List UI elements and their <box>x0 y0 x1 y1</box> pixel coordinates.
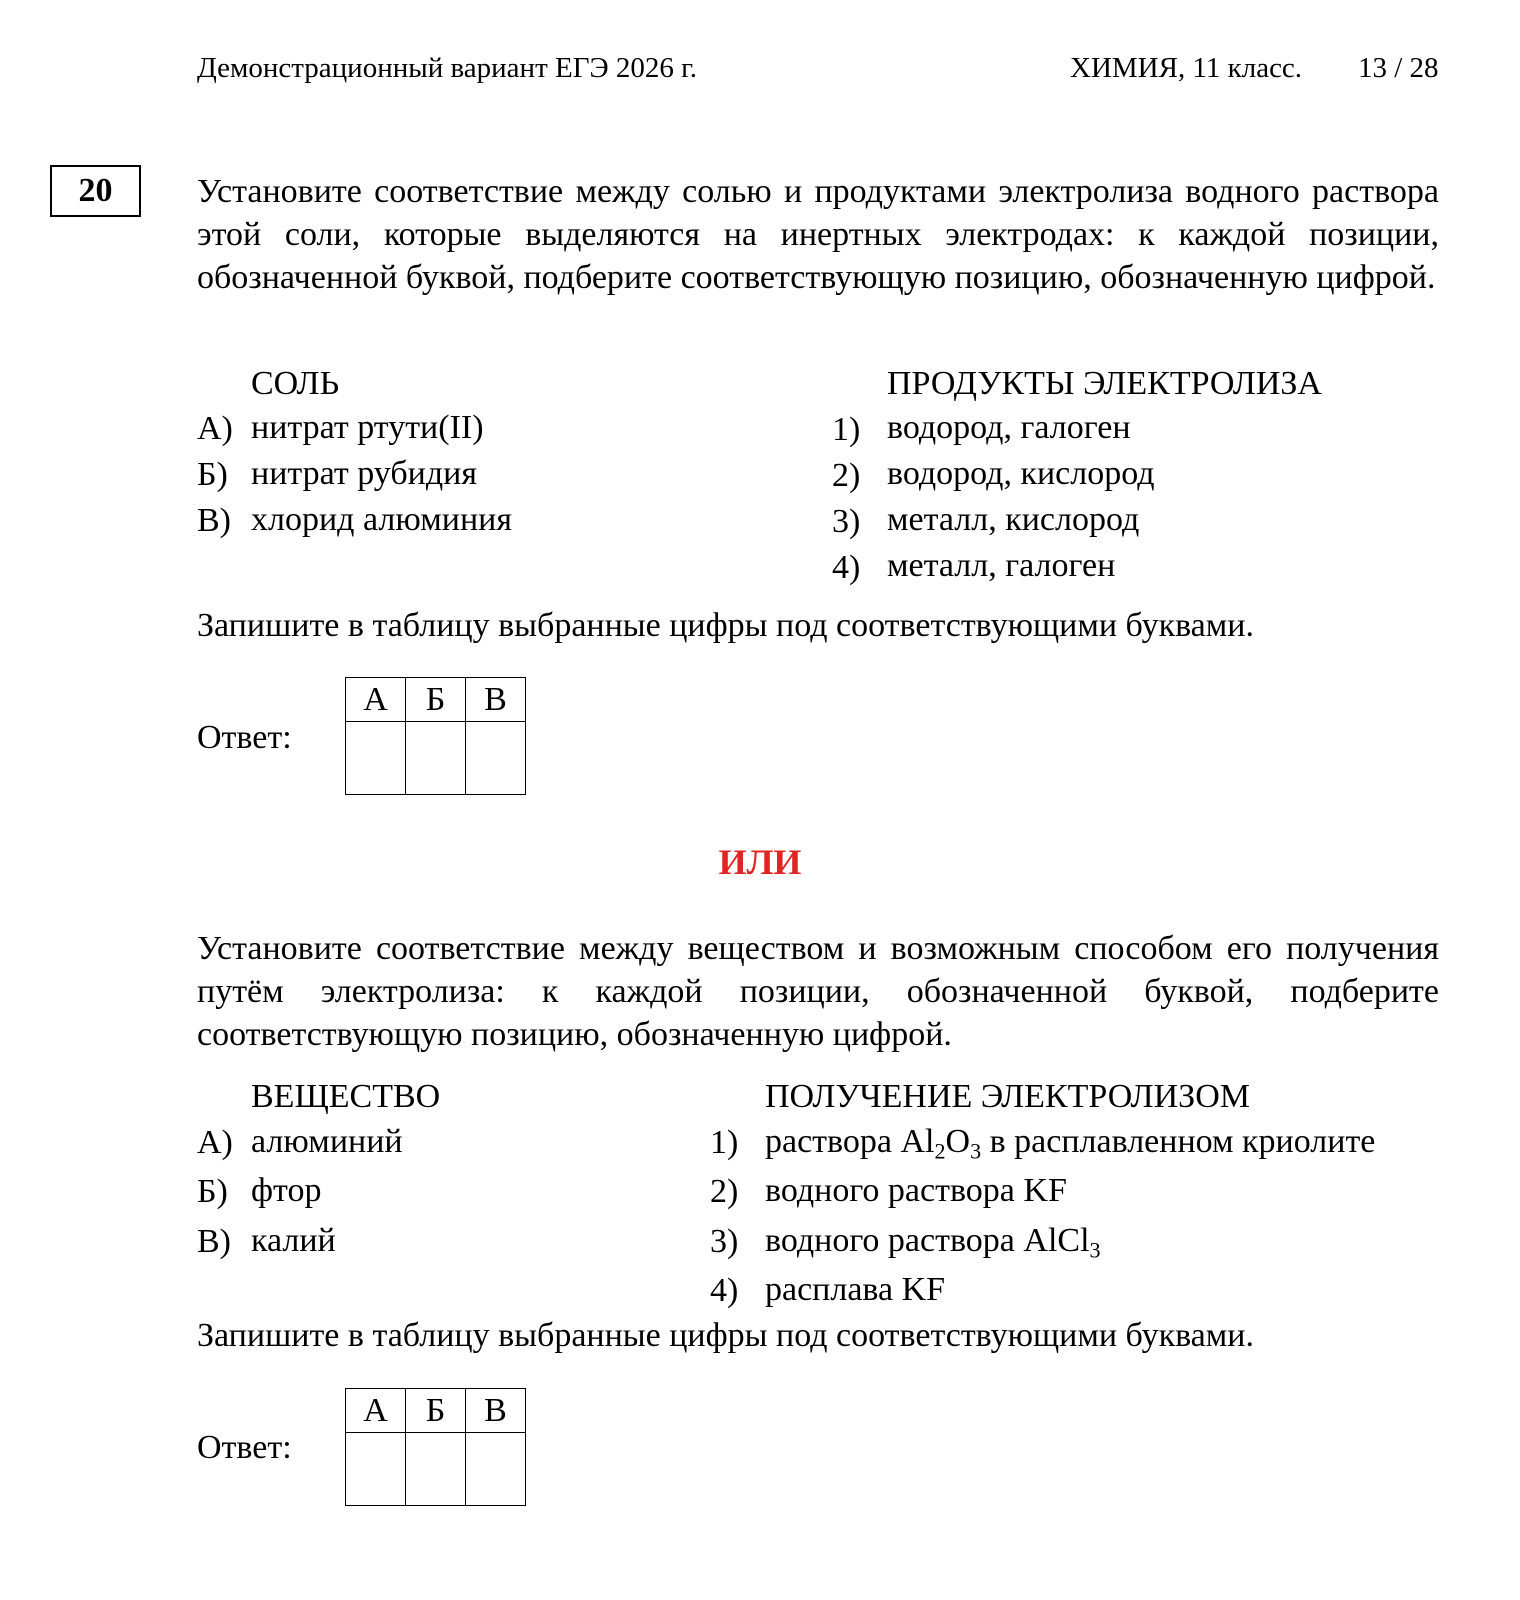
right-item-text <box>765 1270 945 1310</box>
right-item-label: 3) <box>832 503 861 540</box>
answer-table-2 <box>345 1388 526 1506</box>
formula-text: O <box>945 1123 971 1160</box>
answer-cell-b[interactable] <box>406 722 466 795</box>
left-item-label: А) <box>197 1124 233 1161</box>
right-item-label: 1) <box>832 411 861 448</box>
answer-column-header: Б <box>406 1389 466 1433</box>
right-item-text <box>765 1221 1101 1261</box>
left-item-text: нитрат рубидия <box>251 455 477 492</box>
header-exam-title: Демонстрационный вариант ЕГЭ 2026 г. <box>197 52 697 84</box>
right-item-text <box>765 1171 1067 1211</box>
right-column-header-1: ПРОДУКТЫ ЭЛЕКТРОЛИЗА <box>887 365 1322 402</box>
right-item-label: 2) <box>832 457 861 494</box>
formula-text: водного раствора KF <box>765 1172 1067 1209</box>
left-item-text: фтор <box>251 1172 322 1209</box>
answer-label-2: Ответ: <box>197 1429 292 1466</box>
header-page-number: 13 / 28 <box>1358 52 1439 84</box>
left-item-label: В) <box>197 1223 231 1260</box>
answer-cell-b[interactable] <box>406 1433 466 1506</box>
formula-subscript: 3 <box>1089 1237 1101 1263</box>
formula-text: в расплавленном криолите <box>981 1123 1376 1160</box>
formula-text: расплава KF <box>765 1271 946 1308</box>
formula-text: раствора Al <box>765 1123 935 1160</box>
right-item-label: 4) <box>832 549 861 586</box>
question-2-text: Установите соответствие между веществом и возможным способом его получения путём электролиза: к каждой позиции, обозначенной буквой, подберите соответствующую позицию, обозначенную цифрой. <box>197 930 1439 1053</box>
answer-label-1: Ответ: <box>197 719 292 756</box>
right-item-label: 1) <box>710 1124 739 1161</box>
answer-cell-a[interactable] <box>346 722 406 795</box>
answer-cell-v[interactable] <box>466 1433 526 1506</box>
right-item-text: водород, галоген <box>887 409 1131 446</box>
instruction-2: Запишите в таблицу выбранные цифры под соответствующими буквами. <box>197 1317 1254 1354</box>
task-number-box: 20 <box>50 165 141 217</box>
right-item-text: водород, кислород <box>887 455 1155 492</box>
answer-column-header: В <box>466 1389 526 1433</box>
or-separator: ИЛИ <box>718 842 802 882</box>
instruction-1: Запишите в таблицу выбранные цифры под соответствующими буквами. <box>197 607 1254 644</box>
right-item-label: 4) <box>710 1272 739 1309</box>
formula-subscript: 3 <box>970 1138 982 1164</box>
answer-column-header: А <box>346 678 406 722</box>
right-item-text <box>765 1122 1375 1162</box>
answer-column-header: А <box>346 1389 406 1433</box>
left-item-label: А) <box>197 410 233 447</box>
answer-table-1 <box>345 677 526 795</box>
left-item-text: калий <box>251 1222 336 1259</box>
answer-column-header: В <box>466 678 526 722</box>
left-item-text: хлорид алюминия <box>251 501 513 538</box>
right-item-text: металл, галоген <box>887 547 1116 584</box>
right-item-text: металл, кислород <box>887 501 1140 538</box>
formula-text: водного раствора AlCl <box>765 1222 1090 1259</box>
answer-cell-a[interactable] <box>346 1433 406 1506</box>
right-item-label: 2) <box>710 1173 739 1210</box>
question-1-text: Установите соответствие между солью и продуктами электролиза водного раствора этой соли, которые выделяются на инертных электродах: к каждой позиции, обозначенной буквой, подберите соответствующую позицию, обозначенную цифрой. <box>197 173 1439 296</box>
header-subject: ХИМИЯ, 11 класс. <box>1070 52 1303 84</box>
left-column-header-1: СОЛЬ <box>251 365 340 402</box>
left-item-label: Б) <box>197 1173 228 1210</box>
left-item-label: Б) <box>197 456 228 493</box>
answer-column-header: Б <box>406 678 466 722</box>
right-column-header-2: ПОЛУЧЕНИЕ ЭЛЕКТРОЛИЗОМ <box>765 1078 1250 1115</box>
answer-cell-v[interactable] <box>466 722 526 795</box>
right-item-label: 3) <box>710 1223 739 1260</box>
left-item-text: алюминий <box>251 1123 403 1160</box>
left-item-text: нитрат ртути(II) <box>251 409 484 446</box>
formula-subscript: 2 <box>934 1138 946 1164</box>
left-column-header-2: ВЕЩЕСТВО <box>251 1078 441 1115</box>
left-item-label: В) <box>197 502 231 539</box>
